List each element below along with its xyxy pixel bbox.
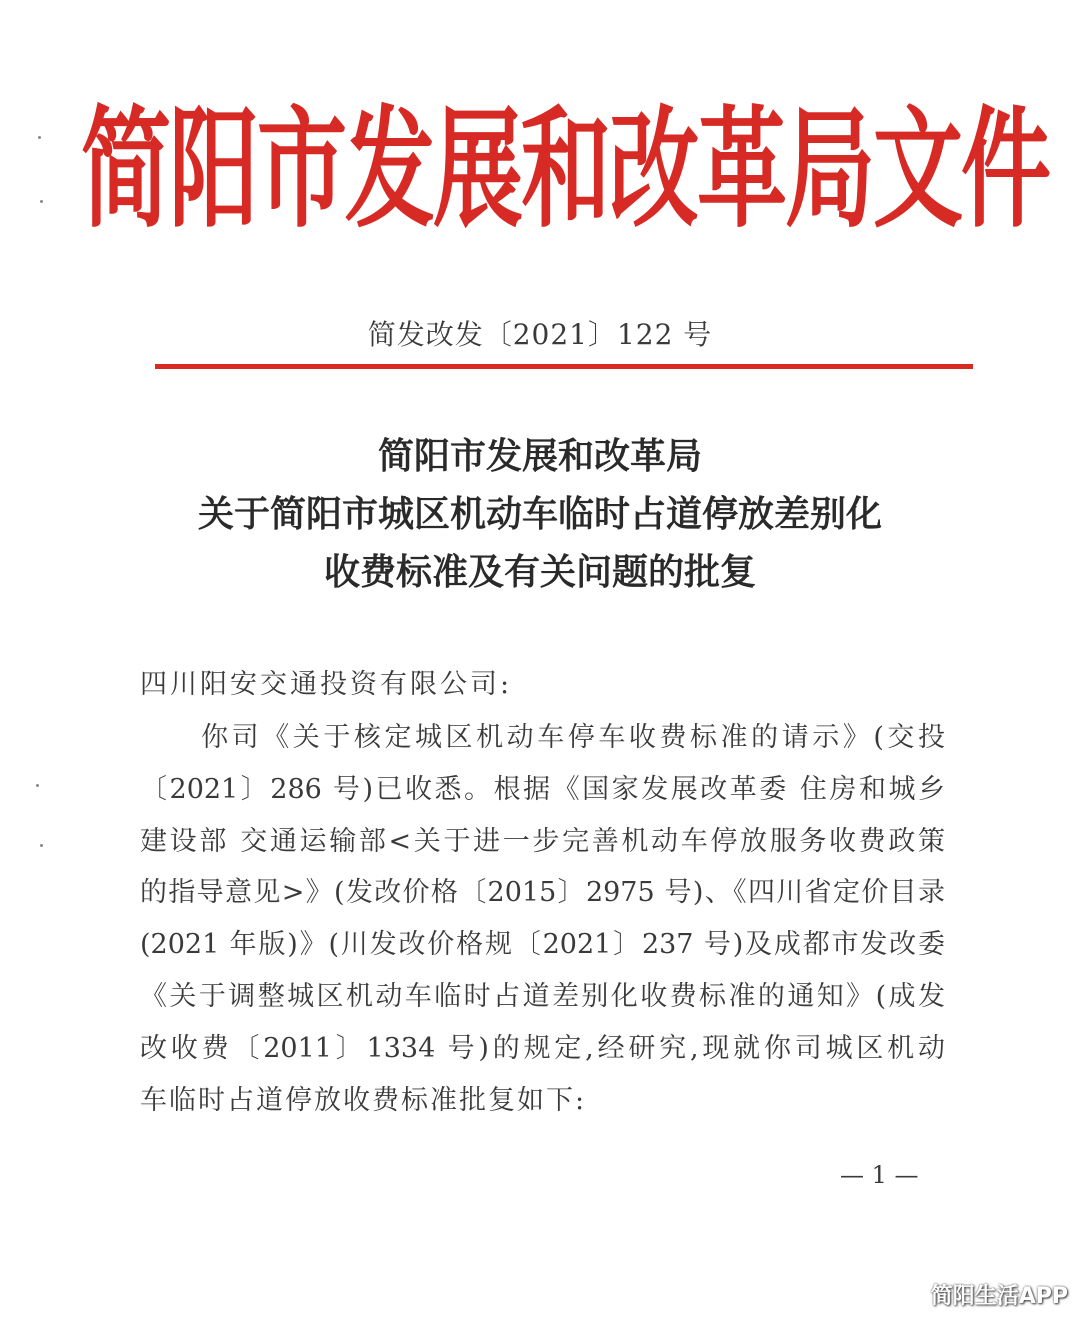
- addressee: 四川阳安交通投资有限公司:: [140, 669, 513, 700]
- app-watermark: 简阳生活APP: [930, 1284, 1068, 1309]
- scan-speck: [40, 200, 43, 203]
- body-paragraph: [140, 712, 945, 1126]
- scan-speck: [40, 844, 43, 847]
- body-line: 改收费〔2011〕1334 号)的规定,经研究,现就你司城区机动: [140, 1032, 945, 1064]
- page-number: — 1 —: [840, 1161, 919, 1189]
- body-line: (2021 年版)》(川发改价格规〔2021〕237 号)及成都市发改委: [140, 929, 945, 961]
- document-title: [0, 428, 1080, 602]
- title-line: 关于简阳市城区机动车临时占道停放差别化: [197, 494, 882, 535]
- body-line: 建设部 交通运输部<关于进一步完善机动车停放服务收费政策: [140, 825, 945, 857]
- title-line: 收费标准及有关问题的批复: [323, 552, 756, 593]
- masthead-title: 简阳市发展和改革局文件: [81, 92, 1049, 247]
- scan-speck: [38, 136, 41, 139]
- body-line: 〔2021〕286 号)已收悉。根据《国家发展改革委 住房和城乡: [140, 773, 945, 805]
- scan-speck: [36, 784, 39, 787]
- red-divider-line: [155, 364, 973, 369]
- body-line: 你司《关于核定城区机动车停车收费标准的请示》(交投: [140, 722, 945, 753]
- body-line: 的指导意见>》(发改价格〔2015〕2975 号)、《四川省定价目录: [140, 877, 945, 909]
- body-line: 车临时占道停放收费标准批复如下:: [140, 1084, 587, 1116]
- body-line: 《关于调整城区机动车临时占道差别化收费标准的通知》(成发: [140, 980, 945, 1012]
- document-number: 简发改发〔2021〕122 号: [367, 318, 713, 351]
- title-line: 简阳市发展和改革局: [377, 436, 702, 477]
